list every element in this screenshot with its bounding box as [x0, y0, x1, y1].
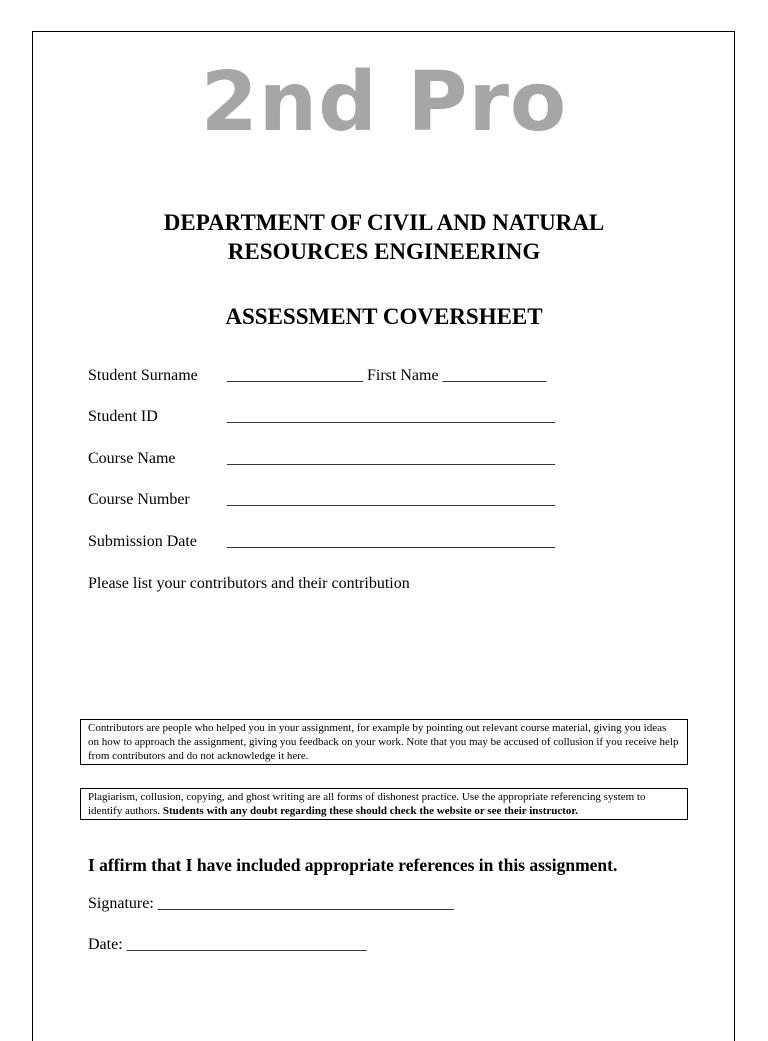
student-id-row: [88, 408, 555, 426]
department-line-2: RESOURCES ENGINEERING: [227, 239, 541, 264]
plagiarism-note-text: Plagiarism, collusion, copying, and ghost writing are all forms of dishonest practice. Use the appropriate referencing system to identify authors.: [88, 791, 646, 817]
course-name-row: [88, 450, 555, 468]
date-row: [88, 936, 367, 954]
course-number-row: [88, 491, 555, 509]
student-surname-row: [88, 367, 547, 385]
submission-date-row: [88, 533, 555, 551]
watermark-title: 2nd Pro: [200, 55, 568, 150]
course-number-label: Course Number: [88, 491, 190, 508]
date-field[interactable]: ______________________________: [126, 936, 367, 953]
student-surname-field[interactable]: _________________: [227, 367, 363, 384]
submission-date-field[interactable]: _________________________________________: [227, 533, 555, 550]
contributors-note-text: Contributors are people who helped you in your assignment, for example by pointing out relevant course material, giving you ideas on how to approach the assignment, giving you feedback on your work. Note that you may be accused of collusion if you receive help from contributors and do not acknowledge it here.: [88, 722, 679, 762]
contributors-prompt: Please list your contributors and their contribution: [88, 575, 410, 592]
course-name-label: Course Name: [88, 450, 176, 467]
student-id-field[interactable]: _________________________________________: [227, 408, 555, 425]
student-id-label: Student ID: [88, 408, 158, 425]
plagiarism-note-box: [80, 788, 688, 820]
plagiarism-note-bold: Students with any doubt regarding these should check the website or see their instructor.: [162, 805, 579, 817]
contributors-note-box: [80, 719, 688, 765]
signature-label: Signature:: [88, 895, 154, 912]
affirmation-statement: I affirm that I have included appropriate references in this assignment.: [88, 855, 618, 875]
signature-field[interactable]: _____________________________________: [157, 895, 454, 912]
student-surname-label: Student Surname: [88, 367, 198, 384]
submission-date-label: Submission Date: [88, 533, 197, 550]
course-name-field[interactable]: _________________________________________: [227, 450, 555, 467]
page-title: ASSESSMENT COVERSHEET: [225, 304, 543, 329]
department-line-1: DEPARTMENT OF CIVIL AND NATURAL: [163, 210, 605, 235]
department-heading: [0, 208, 768, 266]
date-label: Date:: [88, 936, 123, 953]
signature-row: [88, 895, 454, 913]
course-number-field[interactable]: _________________________________________: [227, 491, 555, 508]
first-name-field[interactable]: _____________: [442, 367, 547, 384]
first-name-label: First Name: [367, 367, 439, 384]
